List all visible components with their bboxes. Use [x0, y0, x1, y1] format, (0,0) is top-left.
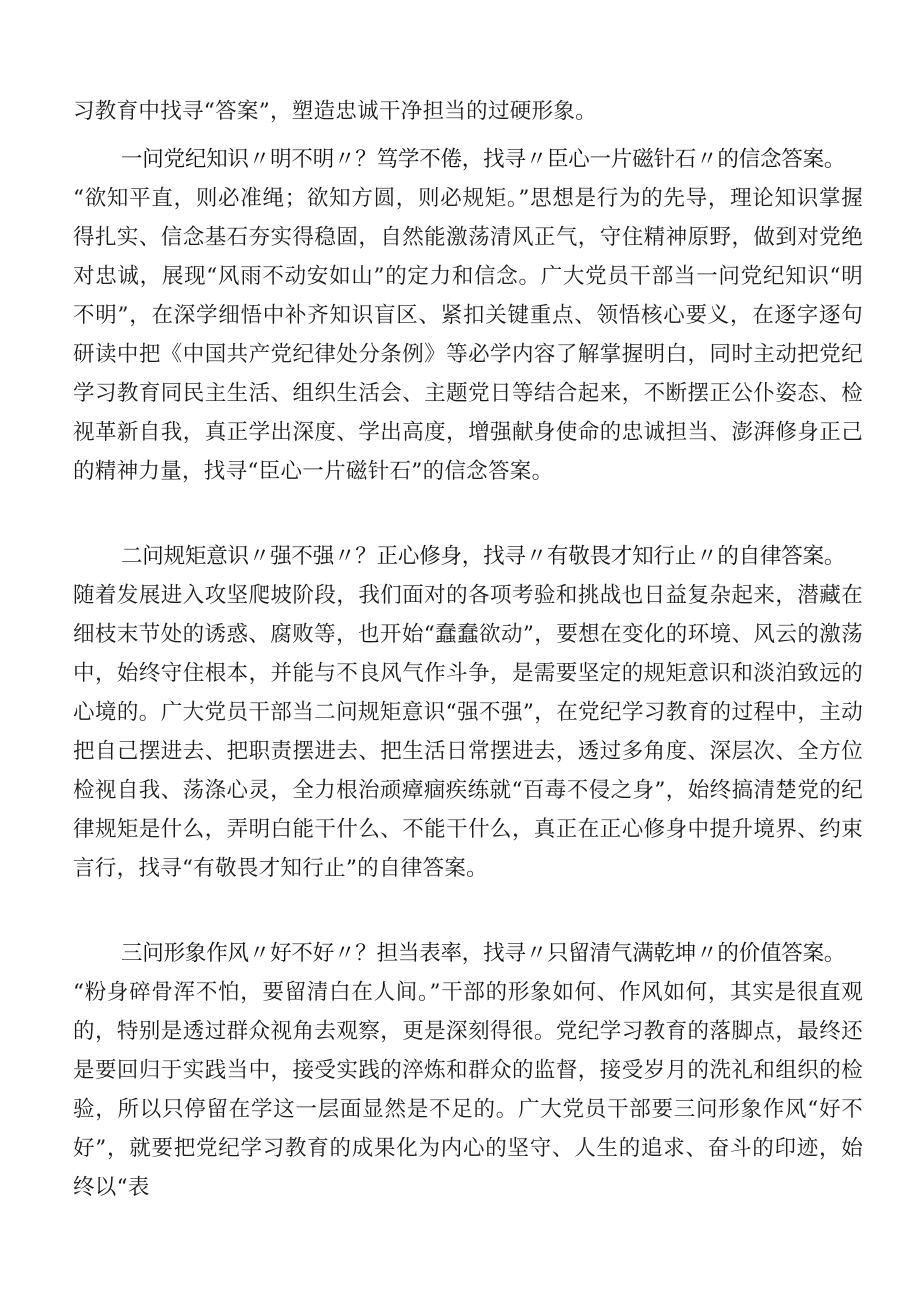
section-3-paragraph: “粉身碎骨浑不怕，要留清白在人间。”干部的形象如何、作风如何，其实是很直观的，特别是透过群众视角去观察，更是深刻得很。党纪学习教育的落脚点，最终还是要回归于实践当中，接受实践的淬炼和群众的监督，接受岁月的洗礼和组织的检验，所以只停留在学这一层面显然是不足的。广大党员干部要三问形象作风“好不好”，就要把党纪学习教育的成果化为内心的坚守、人生的追求、奋斗的印迹，始终以“表 — [73, 980, 863, 1200]
section-3-heading: 三问形象作风〃好不好〃？担当表率，找寻〃只留清气满乾坤〃的价值答案。 — [121, 941, 846, 966]
intro-paragraph-tail: 习教育中找寻“答案”，塑造忠诚干净担当的过硬形象。 — [73, 99, 597, 124]
section-1-paragraph: “欲知平直，则必准绳；欲知方圆，则必规矩。”思想是行为的先导，理论知识掌握得扎实、信念基石夯实得稳固，自然能激荡清风正气，守住精神原野，做到对党绝对忠诚，展现“风雨不动安如山”的定力和信念。广大党员干部当一问党纪知识“明不明”，在深学细悟中补齐知识盲区、紧扣关键重点、领悟核心要义，在逐字逐句研读中把《中国共产党纪律处分条例》等必学内容了解掌握明白，同时主动把党纪学习教育同民主生活、组织生活会、主题党日等结合起来，不断摆正公仆姿态、检视革新自我，真正学出深度、学出高度，增强献身使命的忠诚担当、澎湃修身正己的精神力量，找寻“臣心一片磁针石”的信念答案。 — [73, 186, 863, 484]
section-2-heading: 二问规矩意识〃强不强〃？正心修身，找寻〃有敬畏才知行止〃的自律答案。 — [121, 544, 846, 569]
section-2-paragraph: 随着发展进入攻坚爬坡阶段，我们面对的各项考验和挑战也日益复杂起来，潜藏在细枝末节处的诱惑、腐败等，也开始“蠢蠢欲动”，要想在变化的环境、风云的激荡中，始终守住根本，并能与不良风气作斗争，是需要坚定的规矩意识和淡泊致远的心境的。广大党员干部当二问规矩意识“强不强”，在党纪学习教育的过程中，主动把自己摆进去、把职责摆进去、把生活日常摆进去，透过多角度、深层次、全方位检视自我、荡涤心灵，全力根治顽瘴痼疾练就“百毒不侵之身”，始终搞清楚党的纪律规矩是什么，弄明白能干什么、不能干什么，真正在正心修身中提升境界、约束言行，找寻“有敬畏才知行止”的自律答案。 — [73, 583, 863, 881]
section-1-heading: 一问党纪知识〃明不明〃？笃学不倦，找寻〃臣心一片磁针石〃的信念答案。 — [121, 147, 846, 172]
